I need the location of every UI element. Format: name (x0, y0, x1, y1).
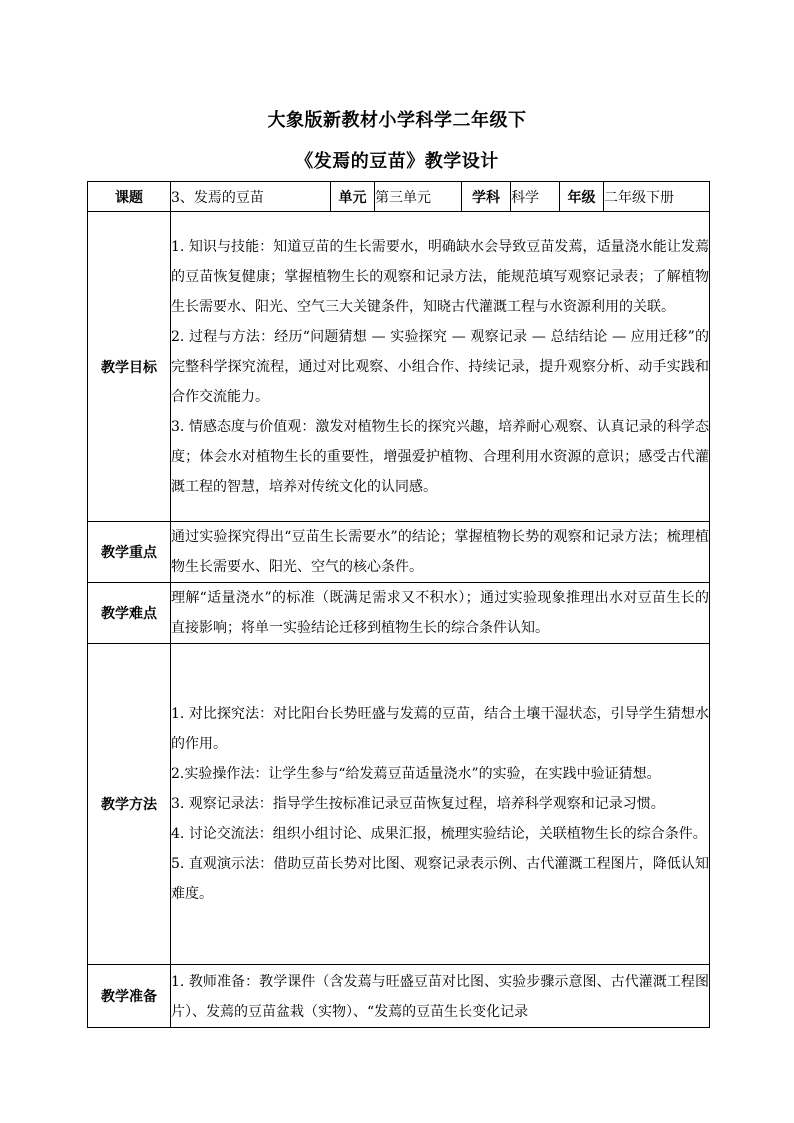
document-title-line2: 《发焉的豆苗》教学设计 (295, 151, 499, 172)
goal-item: 3. 情感态度与价值观：激发对植物生长的探究兴趣，培养耐心观察、认真记录的科学态度；体会水对植物生长的重要性，增强爱护植物、合理利用水资源的意识；感受古代灌溉工程的智慧，培养对传统文化的认同感。 (171, 418, 709, 495)
difficulties-text: 理解“适量浇水”的标准（既满足需求又不积水）；通过实验现象推理出水对豆苗生长的直接影响；将单一实验结论迁移到植物生长的综合条件认知。 (171, 590, 709, 636)
methods-label: 教学方法 (88, 644, 171, 965)
goals-label: 教学目标 (88, 212, 171, 522)
grade-value: 二年级下册 (604, 182, 710, 212)
grade-label: 年级 (560, 182, 604, 212)
difficulties-content (171, 583, 710, 644)
method-item: 1. 对比探究法：对比阳台长势旺盛与发蔫的豆苗，结合土壤干湿状态，引导学生猜想水的作用。 (171, 706, 709, 752)
key-points-label: 教学重点 (88, 522, 171, 583)
document-title-line1: 大象版新教材小学科学二年级下 (267, 110, 527, 131)
key-points-row (88, 522, 710, 583)
header-row (88, 182, 710, 212)
goals-row (88, 212, 710, 522)
method-item: 2.实验操作法：让学生参与“给发蔫豆苗适量浇水”的实验，在实践中验证猜想。 (171, 766, 661, 782)
difficulties-label: 教学难点 (88, 583, 171, 644)
goals-content (171, 212, 710, 522)
method-item: 4. 讨论交流法：组织小组讨论、成果汇报，梳理实验结论，关联植物生长的综合条件。 (171, 826, 707, 842)
methods-row (88, 644, 710, 965)
method-item: 3. 观察记录法：指导学生按标准记录豆苗恢复过程，培养科学观察和记录习惯。 (171, 796, 665, 812)
topic-label: 课题 (88, 182, 171, 212)
goal-item: 2. 过程与方法：经历“问题猜想 — 实验探究 — 观察记录 — 总结结论 — 应用迁移”的完整科学探究流程，通过对比观察、小组合作、持续记录，提升观察分析、动手实践和合作交流能力。 (171, 328, 709, 405)
method-item: 5. 直观演示法：借助豆苗长势对比图、观察记录表示例、古代灌溉工程图片，降低认知难度。 (171, 856, 709, 902)
preparation-row (88, 965, 710, 1028)
methods-content (171, 644, 710, 965)
unit-label: 单元 (331, 182, 375, 212)
preparation-label: 教学准备 (88, 965, 171, 1028)
lesson-plan-table (87, 181, 710, 1028)
preparation-content (171, 965, 710, 1028)
preparation-text: 1. 教师准备：教学课件（含发蔫与旺盛豆苗对比图、实验步骤示意图、古代灌溉工程图片）、发蔫的豆苗盆栽（实物）、“发蔫的豆苗生长变化记录 (171, 974, 709, 1020)
goal-item: 1. 知识与技能：知道豆苗的生长需要水，明确缺水会导致豆苗发蔫，适量浇水能让发蔫的豆苗恢复健康；掌握植物生长的观察和记录方法，能规范填写观察记录表；了解植物生长需要水、阳光、空气三大关键条件，知晓古代灌溉工程与水资源利用的关联。 (171, 238, 709, 315)
unit-value: 第三单元 (375, 182, 462, 212)
subject-label: 学科 (462, 182, 511, 212)
key-points-text: 通过实验探究得出“豆苗生长需要水”的结论；掌握植物长势的观察和记录方法；梳理植物生长需要水、阳光、空气的核心条件。 (171, 529, 709, 575)
difficulties-row (88, 583, 710, 644)
subject-value: 科学 (511, 182, 560, 212)
topic-value: 3、发焉的豆苗 (171, 182, 331, 212)
key-points-content (171, 522, 710, 583)
